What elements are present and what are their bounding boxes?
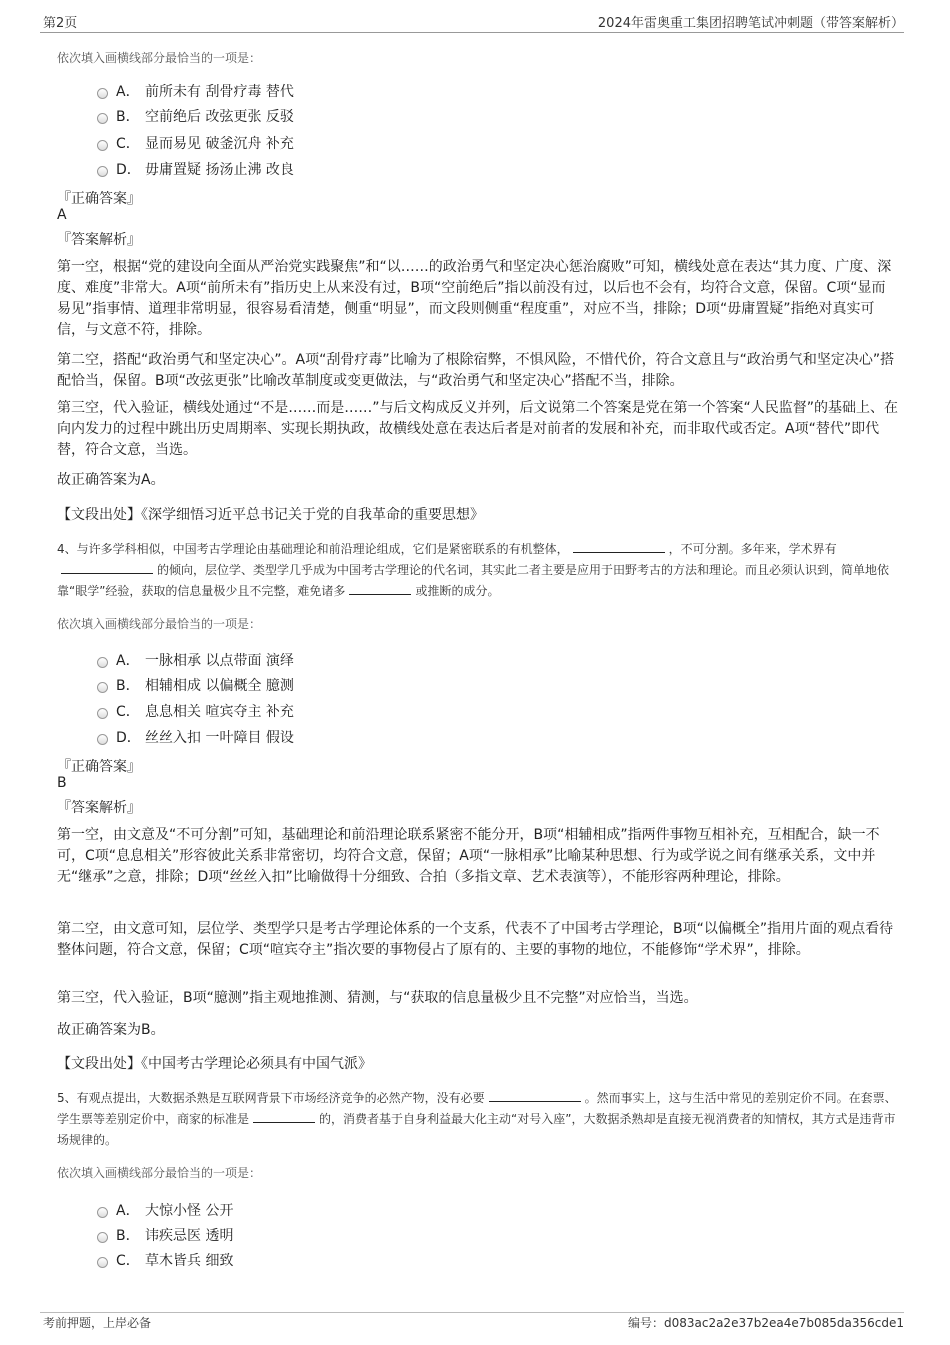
blank-1	[573, 540, 665, 553]
document-id: 编号：d083ac2a2e37b2ea4e7b085da356cde1	[627, 1316, 904, 1330]
option-letter: C．	[116, 704, 140, 720]
blank-3	[349, 582, 411, 595]
blank-2	[253, 1110, 315, 1123]
option-letter: D．	[116, 730, 141, 746]
analysis-label: 『答案解析』	[57, 232, 141, 248]
source-title: 《中国考古学理论必须具有中国气派》	[141, 1056, 372, 1072]
option-letter: D．	[116, 162, 141, 178]
analysis-conclusion: 故正确答案为B。	[57, 1022, 165, 1038]
radio-icon[interactable]	[97, 166, 108, 177]
option-d[interactable]	[97, 159, 294, 179]
answer-label: 『正确答案』	[57, 759, 141, 775]
option-text: 前所未有 刮骨疗毒 替代	[145, 84, 294, 100]
option-letter: B．	[116, 109, 140, 125]
radio-icon[interactable]	[97, 1207, 108, 1218]
radio-icon[interactable]	[97, 113, 108, 124]
source-line	[57, 1054, 899, 1075]
option-letter: A．	[116, 1203, 140, 1219]
option-letter: C．	[116, 1253, 140, 1269]
option-c[interactable]	[97, 133, 294, 153]
option-b[interactable]	[97, 675, 294, 695]
question-prompt: 依次填入画横线部分最恰当的一项是：	[57, 1166, 262, 1180]
option-letter: A．	[116, 653, 140, 669]
question-prompt: 依次填入画横线部分最恰当的一项是：	[57, 617, 262, 631]
blank-2	[61, 561, 153, 574]
answer-label: 『正确答案』	[57, 191, 141, 207]
source-label: 【文段出处】	[57, 507, 141, 523]
option-letter: B．	[116, 1228, 140, 1244]
analysis-paragraph: 第一空，根据“党的建设向全面从严治党实践聚焦”和“以……的政治勇气和坚定决心惩治腐败”可知，横线处意在表达“其力度、广度、深度、难度”非常大。A项“前所未有”指历史上从来没有过，B项“空前绝后”指以前没有过，以后也不会有，均符合文意，保留。C项“显而易见”指事情、道理非常明显，很容易看清楚，侧重“明显”，而文段则侧重“程度重”，对应不当，排除；D项“毋庸置疑”指绝对真实可信，与文意不符，排除。	[57, 259, 892, 338]
document-title: 2024年雷奥重工集团招聘笔试冲刺题（带答案解析）	[597, 16, 904, 31]
blank-1	[489, 1089, 581, 1102]
analysis-conclusion: 故正确答案为A。	[57, 472, 165, 488]
radio-icon[interactable]	[97, 1232, 108, 1243]
source-line	[57, 505, 899, 526]
option-letter: B．	[116, 678, 140, 694]
option-text: 显而易见 破釜沉舟 补充	[145, 136, 294, 152]
radio-icon[interactable]	[97, 1257, 108, 1268]
option-letter: A．	[116, 84, 140, 100]
analysis-label: 『答案解析』	[57, 800, 141, 816]
footer-slogan: 考前押题，上岸必备	[43, 1316, 152, 1330]
answer-value: B	[57, 775, 67, 791]
option-a[interactable]	[97, 1200, 233, 1220]
question-prompt: 依次填入画横线部分最恰当的一项是：	[57, 51, 262, 65]
option-text: 大惊小怪 公开	[145, 1203, 234, 1219]
answer-value: A	[57, 207, 67, 223]
option-b[interactable]	[97, 1225, 233, 1245]
option-c[interactable]	[97, 1250, 233, 1270]
option-d[interactable]	[97, 727, 294, 747]
radio-icon[interactable]	[97, 682, 108, 693]
option-text: 空前绝后 改弦更张 反驳	[145, 109, 294, 125]
analysis-paragraph: 第二空，搭配“政治勇气和坚定决心”。A项“刮骨疗毒”比喻为了根除宿弊，不惧风险，不惜代价，符合文意且与“政治勇气和坚定决心”搭配恰当，保留。B项“改弦更张”比喻改革制度或变更做法，与“政治勇气和坚定决心”搭配不当，排除。	[57, 352, 895, 389]
option-b[interactable]	[97, 106, 294, 126]
radio-icon[interactable]	[97, 734, 108, 745]
header-divider	[40, 32, 904, 33]
option-c[interactable]	[97, 701, 294, 721]
analysis-paragraph: 第三空，代入验证，B项“臆测”指主观地推测、猜测，与“获取的信息量极少且不完整”对应恰当，当选。	[57, 990, 698, 1006]
page-number: 第2页	[43, 16, 78, 31]
footer-divider	[40, 1312, 904, 1313]
option-text: 毋庸置疑 扬汤止沸 改良	[145, 162, 294, 178]
radio-icon[interactable]	[97, 88, 108, 99]
question-stem: 4、与许多学科相似，中国考古学理论由基础理论和前沿理论组成，它们是紧密联系的有机整体， ，不可分割。多年来，学术界有的倾向，层位学、类型学几乎成为中国考古学理论的代名词，其实此二者主要是应用于田野考古的方法和理论。而且必须认识到，简单地依靠“眼学”经验，获取的信息量极少且不完整，难免诸多 或推断的成分。	[57, 542, 890, 598]
radio-icon[interactable]	[97, 657, 108, 668]
option-letter: C．	[116, 136, 140, 152]
option-text: 息息相关 喧宾夺主 补充	[145, 704, 294, 720]
analysis-paragraph: 第三空，代入验证，横线处通过“不是……而是……”与后文构成反义并列，后文说第二个答案是党在第一个答案“人民监督”的基础上、在向内发力的过程中跳出历史周期率、实现长期执政，故横线处意在表达后者是对前者的发展和补充，而非取代或否定。A项“替代”即代替，符合文意，当选。	[57, 400, 899, 458]
option-text: 讳疾忌医 透明	[145, 1228, 234, 1244]
analysis-paragraph: 第二空，由文意可知，层位学、类型学只是考古学理论体系的一个支系，代表不了中国考古学理论，B项“以偏概全”指用片面的观点看待整体问题，符合文意，保留；C项“喧宾夺主”指次要的事物侵占了原有的、主要的事物的地位，不能修饰“学术界”，排除。	[57, 921, 894, 958]
option-a[interactable]	[97, 650, 294, 670]
analysis-paragraph: 第一空，由文意及“不可分割”可知，基础理论和前沿理论联系紧密不能分开，B项“相辅相成”指两件事物互相补充，互相配合，缺一不可，C项“息息相关”形容彼此关系非常密切，均符合文意，保留；A项“一脉相承”比喻某种思想、行为或学说之间有继承关系，文中并无“继承”之意，排除；D项“丝丝入扣”比喻做得十分细致、合拍（多指文章、艺术表演等），不能形容两种理论，排除。	[57, 827, 880, 885]
option-text: 丝丝入扣 一叶障目 假设	[145, 730, 294, 746]
question-stem: 5、有观点提出，大数据杀熟是互联网背景下市场经济竞争的必然产物，没有必要 。然而事实上，这与生活中常见的差别定价不同。在套票、学生票等差别定价中，商家的标准是 的，消费者基于自身利益最大化主动“对号入座”，大数据杀熟却是直接无视消费者的知情权，其方式是违背市场规律的。	[57, 1091, 897, 1147]
source-title: 《深学细悟习近平总书记关于党的自我革命的重要思想》	[141, 507, 484, 523]
source-label: 【文段出处】	[57, 1056, 141, 1072]
radio-icon[interactable]	[97, 140, 108, 151]
radio-icon[interactable]	[97, 708, 108, 719]
option-text: 相辅相成 以偏概全 臆测	[145, 678, 294, 694]
option-text: 草木皆兵 细致	[145, 1253, 234, 1269]
option-text: 一脉相承 以点带面 演绎	[145, 653, 294, 669]
option-a[interactable]	[97, 81, 294, 101]
